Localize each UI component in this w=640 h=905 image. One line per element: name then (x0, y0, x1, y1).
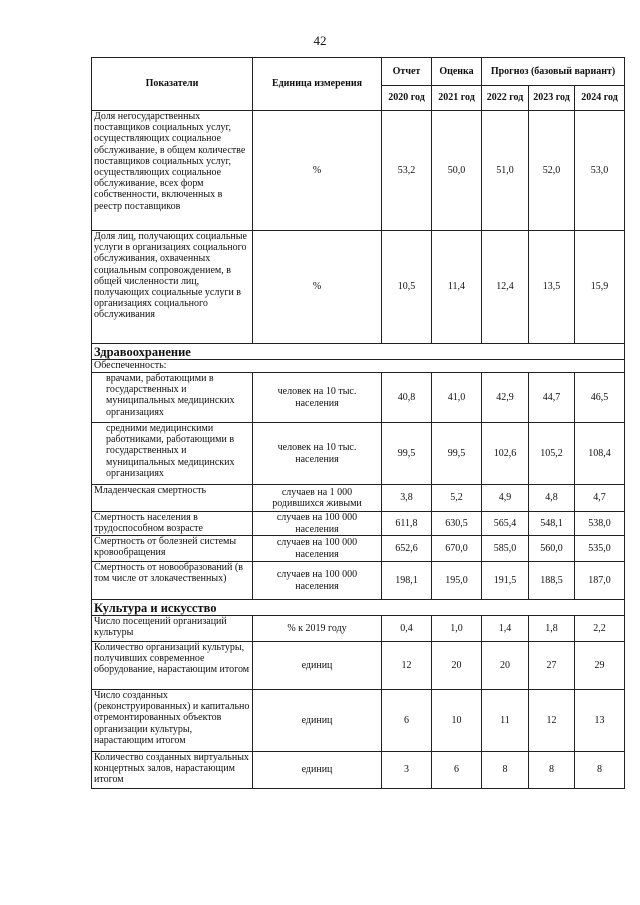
table-row (92, 536, 625, 562)
row-unit: единиц (253, 642, 382, 690)
row-unit: единиц (253, 690, 382, 752)
section-health: Здравоохранение (92, 344, 625, 360)
row-indicator: Количество созданных виртуальных концертных залов, нарастающим итогом (92, 752, 253, 789)
header-report: Отчет (382, 58, 432, 86)
table-row (92, 423, 625, 485)
row-indicator: средними медицинскими работниками, работающими в государственных и муниципальных медицинских организациях (92, 423, 253, 485)
label-row (92, 360, 625, 373)
table-row (92, 752, 625, 789)
value-2023: 13,5 (529, 231, 575, 344)
value-2022: 20 (482, 642, 529, 690)
value-2024: 4,7 (575, 485, 625, 512)
value-2024: 15,9 (575, 231, 625, 344)
row-indicator: Доля лиц, получающих социальные услуги в организациях социального обслуживания, охваченных социальным сопровождением, в общей численности лиц, получающих социальные услуги в организациях социального обслуживания (92, 231, 253, 344)
row-unit: человек на 10 тыс. населения (253, 373, 382, 423)
table-row (92, 616, 625, 642)
row-unit: человек на 10 тыс. населения (253, 423, 382, 485)
row-indicator: Смертность от новообразований (в том числе от злокачественных) (92, 562, 253, 600)
row-unit: случаев на 1 000 родившихся живыми (253, 485, 382, 512)
value-2024: 108,4 (575, 423, 625, 485)
table-row (92, 231, 625, 344)
value-2022: 11 (482, 690, 529, 752)
value-2024: 53,0 (575, 111, 625, 231)
value-2023: 188,5 (529, 562, 575, 600)
value-2022: 42,9 (482, 373, 529, 423)
row-unit: единиц (253, 752, 382, 789)
page-number: 42 (313, 33, 327, 48)
row-indicator: Количество организаций культуры, получивших современное оборудование, нарастающим итогом (92, 642, 253, 690)
row-indicator: Число созданных (реконструированных) и капитально отремонтированных объектов организации культуры, нарастающим итогом (92, 690, 253, 752)
value-2020: 10,5 (382, 231, 432, 344)
value-2020: 6 (382, 690, 432, 752)
value-2020: 3,8 (382, 485, 432, 512)
value-2021: 5,2 (432, 485, 482, 512)
header-year-2023: 2023 год (529, 86, 575, 111)
value-2021: 99,5 (432, 423, 482, 485)
value-2023: 4,8 (529, 485, 575, 512)
section-row (92, 344, 625, 360)
header-row-1 (92, 58, 625, 86)
value-2024: 46,5 (575, 373, 625, 423)
value-2024: 538,0 (575, 512, 625, 536)
row-unit: % (253, 231, 382, 344)
value-2020: 40,8 (382, 373, 432, 423)
section-row (92, 600, 625, 616)
value-2021: 1,0 (432, 616, 482, 642)
value-2023: 1,8 (529, 616, 575, 642)
header-year-2022: 2022 год (482, 86, 529, 111)
value-2020: 611,8 (382, 512, 432, 536)
value-2021: 670,0 (432, 536, 482, 562)
value-2021: 10 (432, 690, 482, 752)
value-2020: 0,4 (382, 616, 432, 642)
header-estimate: Оценка (432, 58, 482, 86)
row-unit: случаев на 100 000 населения (253, 562, 382, 600)
row-indicator: Смертность населения в трудоспособном возрасте (92, 512, 253, 536)
value-2024: 535,0 (575, 536, 625, 562)
value-2023: 560,0 (529, 536, 575, 562)
value-2022: 51,0 (482, 111, 529, 231)
value-2022: 4,9 (482, 485, 529, 512)
value-2022: 1,4 (482, 616, 529, 642)
row-indicator: Смертность от болезней системы кровообращения (92, 536, 253, 562)
row-unit: случаев на 100 000 населения (253, 512, 382, 536)
value-2022: 565,4 (482, 512, 529, 536)
header-year-2020: 2020 год (382, 86, 432, 111)
indicators-table (91, 57, 625, 789)
value-2024: 187,0 (575, 562, 625, 600)
value-2024: 2,2 (575, 616, 625, 642)
value-2023: 8 (529, 752, 575, 789)
table-row (92, 562, 625, 600)
value-2024: 13 (575, 690, 625, 752)
value-2021: 50,0 (432, 111, 482, 231)
value-2021: 11,4 (432, 231, 482, 344)
row-indicator: Младенческая смертность (92, 485, 253, 512)
row-unit: % к 2019 году (253, 616, 382, 642)
value-2022: 191,5 (482, 562, 529, 600)
row-unit: случаев на 100 000 населения (253, 536, 382, 562)
value-2022: 585,0 (482, 536, 529, 562)
value-2022: 8 (482, 752, 529, 789)
value-2021: 41,0 (432, 373, 482, 423)
section-culture: Культура и искусство (92, 600, 625, 616)
value-2023: 52,0 (529, 111, 575, 231)
header-year-2021: 2021 год (432, 86, 482, 111)
value-2023: 44,7 (529, 373, 575, 423)
value-2023: 548,1 (529, 512, 575, 536)
header-indicators: Показатели (92, 58, 253, 111)
table-row (92, 373, 625, 423)
table-row (92, 111, 625, 231)
row-indicator: Число посещений организаций культуры (92, 616, 253, 642)
value-2020: 53,2 (382, 111, 432, 231)
value-2023: 27 (529, 642, 575, 690)
value-2021: 630,5 (432, 512, 482, 536)
value-2021: 195,0 (432, 562, 482, 600)
table-row (92, 512, 625, 536)
row-unit: % (253, 111, 382, 231)
value-2023: 105,2 (529, 423, 575, 485)
value-2020: 652,6 (382, 536, 432, 562)
provision-label: Обеспеченность: (92, 360, 625, 373)
row-indicator: Доля негосударственных поставщиков социальных услуг, осуществляющих социальное обслуживание, в общем количестве поставщиков социальных услуг, осуществляющих социальное обслуживание, всех форм собственности, включенных в реестр поставщиков (92, 111, 253, 231)
table-row (92, 485, 625, 512)
value-2020: 3 (382, 752, 432, 789)
value-2020: 12 (382, 642, 432, 690)
value-2020: 198,1 (382, 562, 432, 600)
value-2021: 6 (432, 752, 482, 789)
header-forecast: Прогноз (базовый вариант) (482, 58, 625, 86)
table-row (92, 690, 625, 752)
value-2023: 12 (529, 690, 575, 752)
value-2022: 12,4 (482, 231, 529, 344)
value-2022: 102,6 (482, 423, 529, 485)
value-2024: 8 (575, 752, 625, 789)
table-row (92, 642, 625, 690)
row-indicator: врачами, работающими в государственных и муниципальных медицинских организациях (92, 373, 253, 423)
header-unit: Единица измерения (253, 58, 382, 111)
value-2021: 20 (432, 642, 482, 690)
value-2020: 99,5 (382, 423, 432, 485)
header-year-2024: 2024 год (575, 86, 625, 111)
value-2024: 29 (575, 642, 625, 690)
